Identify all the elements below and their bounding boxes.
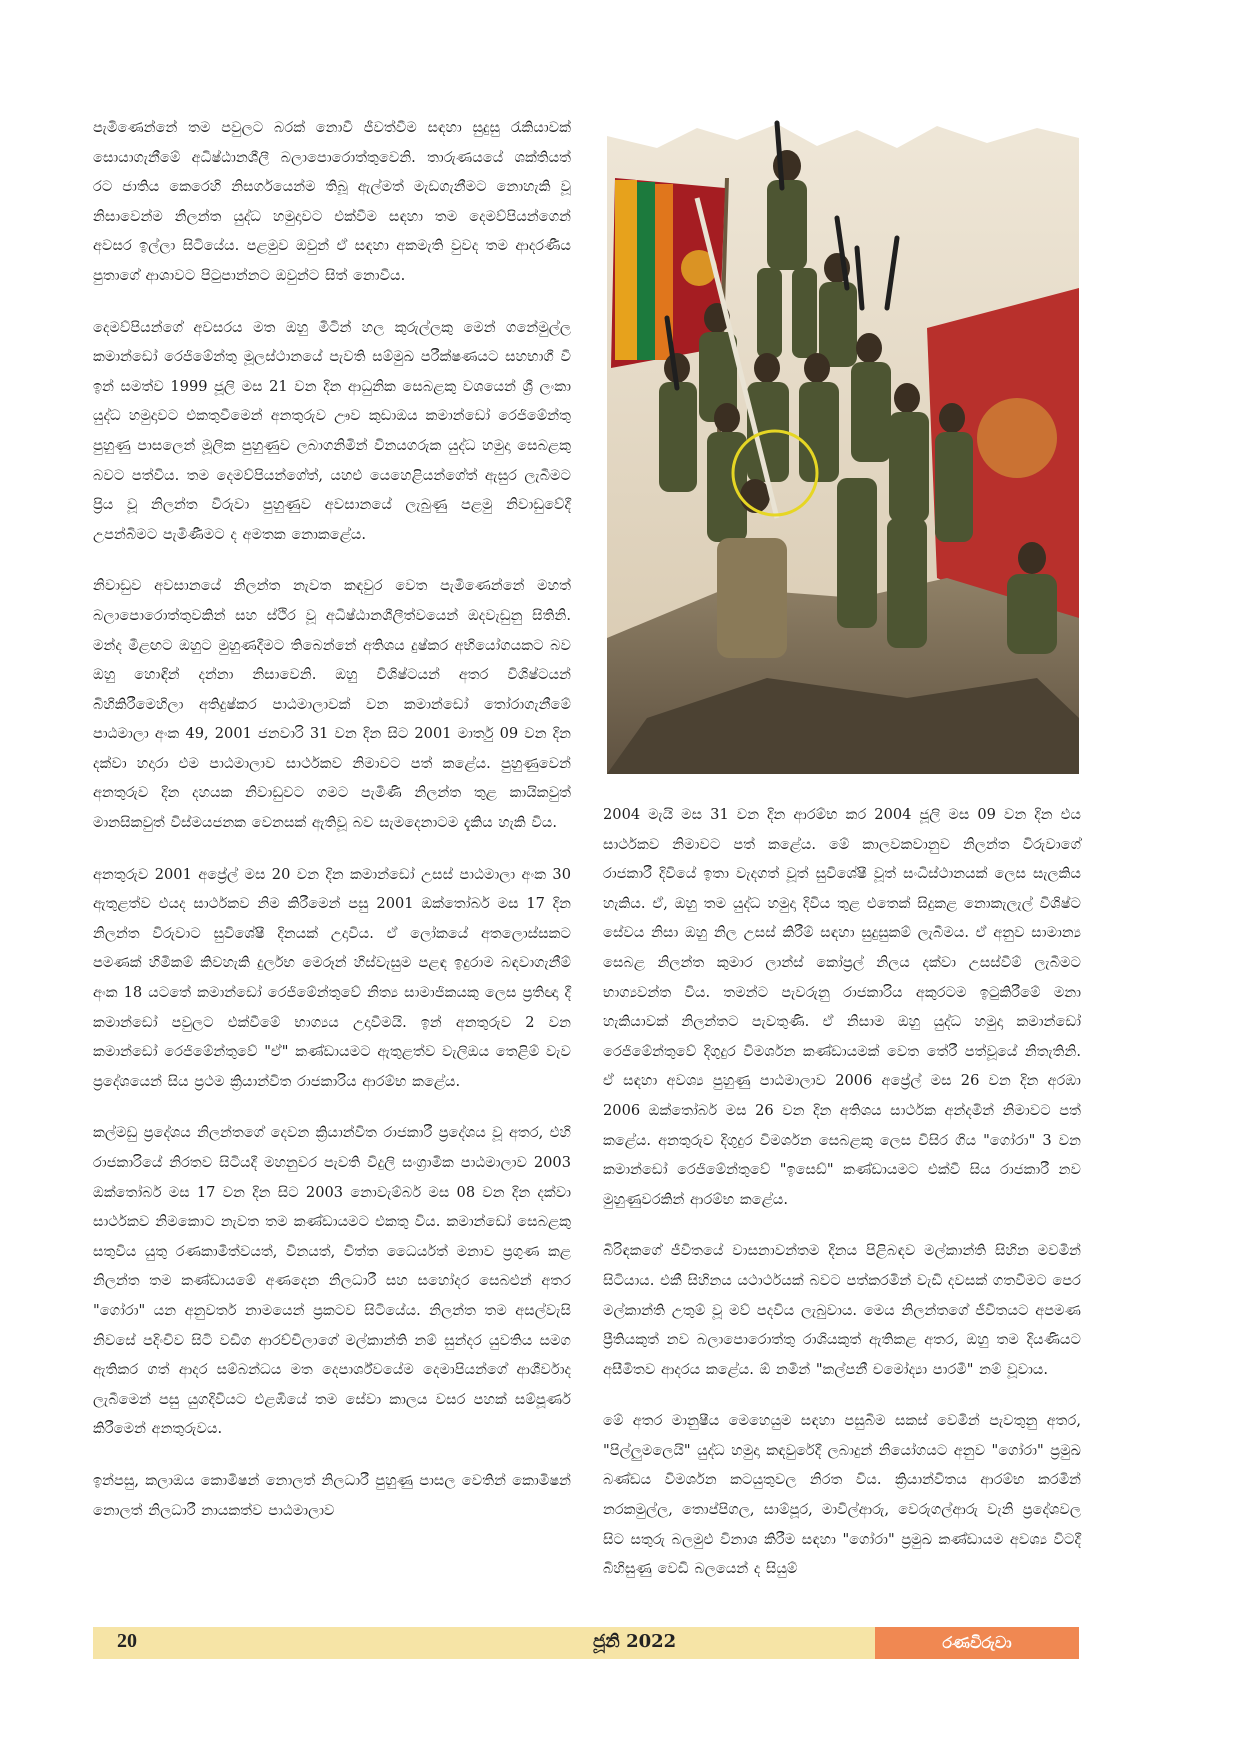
paragraph: නිවාඩුව අවසානයේ නිලන්ත නැවත කඳවුර වෙත පැමිණෙන්නේ මහත් බලාපොරොත්තුවකින් සහ ස්ථිර වූ අධිෂ්ඨානශීලීත්වයෙන් ඔදවැඩුනු සිතිනි. මන්ද මීළඟට ඔහුට මුහුණදීමට තිබෙන්නේ අතිශය දුෂ්කර අභියෝගයකට බව ඔහු හොඳින් දන්නා නිසාවෙනි. ඔහු විශිෂ්ටයන් අතර විශිෂ්ටයන් බිහිකිරීමෙහිලා අතිදුෂ්කර පාඨමාලාවක් වන කමාන්ඩෝ තෝරාගැනීමේ පාඨමාලා අංක 49, 2001 ජනවාරි 31 වන දින සිට 2001 මාර්තු 09 වන දින දක්වා හදාරා එම පාඨමාලාව සාර්ථකව නිමාවට පත් කළේය. පුහුණුවෙන් අනතුරුව දින දහයක නිවාඩුවට ගමට පැමිණි නිලන්ත තුළ කායිකවුත් මානසිකවුත් විස්මයජනක වෙනසක් ඇතිවූ බව සැමදෙනාටම දැකිය හැකි විය.	[93, 577, 571, 832]
paragraph: ඉන්පසු, කලාඔය කොමිෂන් නොලත් නිලධාරී පුහුණු පාසල වෙතින් කොමිෂන් නොලත් නිලධාරී නායකත්ව පාඨමාලාව	[93, 1471, 571, 1519]
paragraph: දෙමව්පියන්ගේ අවසරය මත ඔහු මිටින් හල කුරුල්ලකු මෙන් ගනේමුල්ල කමාන්ඩෝ රෙජිමේන්තු මූලස්ථානයේ පැවති සම්මුඛ පරීක්ෂණයට සහභාගී වී ඉන් සමත්ව 1999 ජූලි මස 21 වන දින ආධුනික සෙබළකු වශයෙන් ශ්‍රී ලංකා යුද්ධ හමුදාවට එකතුවීමෙන් අනතුරුව ඌව කුඩාඔය කමාන්ඩෝ රෙජිමේන්තු පුහුණු පාසලෙන් මූලික පුහුණුව ලබාගනිමින් විනයගරුක යුද්ධ හමුදා සෙබළකු බවට පත්විය. තම දෙමව්පියන්ගේත්, යහළු යෙහෙළියන්ගේත් ඇසුර ලැබීමට ප්‍රිය වූ නිලන්ත විරුවා පුහුණුව අවසානයේ ලැබුණු පළමු නිවාඩුවේදී උපන්බිමට පැමිණීමට ද අමතක නොකළේය.	[93, 318, 571, 543]
right-column	[603, 800, 1081, 1606]
page-number: 20	[117, 1630, 137, 1652]
paragraph: පැමිණෙන්නේ තම පවුලට බරක් නොවී ජීවත්වීම සඳහා සුදුසු රැකියාවක් සොයාගැනීමේ අධිෂ්ඨානශීලී බලාපොරොත්තුවෙනි. තාරුණයයේ ශක්තියත් රට ජාතිය කෙරෙහි නිසර්ගයෙන්ම තිබූ ඇල්මත් මැඩගැනීමට නොහැකි වූ නිසාවෙන්ම නිලන්ත යුද්ධ හමුදාවට එක්වීම සඳහා තම දෙමව්පියන්ගෙන් අවසර ඉල්ලා සිටියේය. පළමුව ඔවුන් ඒ සඳහා අකමැති වුවද තම ආදරණීය පුතාගේ ආශාවට පිටුපාන්නට ඔවුන්ට සිත් නොවීය.	[93, 119, 571, 284]
soldiers-photo	[607, 118, 1079, 774]
paragraph: මේ අතර මානුෂීය මෙහෙයුම සඳහා පසුබිම සකස් වෙමින් පැවතුනු අතර, "පිල්ලුමලෙයි" යුද්ධ හමුදා කඳවුරේදී ලබාදුන් නියෝගයට අනුව "ගෝරා" ප්‍රමුඛ බණ්ඩය විමර්ශන කටයුතුවල නිරත විය. ක්‍රියාන්විතය ආරම්භ කරමින් නරකමුල්ල, තොප්පිගල, සාම්පූර, මාවිල්ආරු, වෙරුගල්ආරු වැනි ප්‍රදේශවල සිට සතුරු බලමුළු විනාශ කිරීම සඳහා "ගෝරා" ප්‍රමුඛ කණ්ඩායම අවශ්‍ය විටදී බිහිසුණු වෙඩි බලයෙන් ද සියුම්	[603, 1412, 1081, 1578]
issue-date: ජූනි 2022	[593, 1631, 677, 1652]
paragraph: 2004 මැයි මස 31 වන දින ආරම්භ කර 2004 ජූලි මස 09 වන දින එය සාර්ථකව නිමාවට පත් කළේය. මේ කාලවකවානුව නිලන්ත විරුවාගේ රාජකාරී දිවියේ ඉතා වැදගත් වූත් සුවිශේෂී වූත් සංධිස්ථානයක් ලෙස සැලකිය හැකිය. ඒ, ඔහු තම යුද්ධ හමුදා දිවිය තුළ එතෙක් සිදුකළ නොකැලැල් විශිෂ්ට සේවය නිසා ඔහු නිල උසස් කිරීම් සඳහා සුදුසුකම් ලැබීමය. ඒ අනුව සාමාන්‍ය සෙබළ නිලන්ත කුමාර ලාන්ස් කෝප්‍රල් නිලය දක්වා උසස්වීම් ලැබීමට භාග්‍යවන්ත විය. තමන්ට පැවරුනු රාජකාරිය අකුරටම ඉටුකිරීමේ මනා හැකියාවක් නිලන්තට පැවතුණි. ඒ නිසාම ඔහු යුද්ධ හමුදා කමාන්ඩෝ රෙජිමේන්තුවේ දිගුදුර විමර්ශන කණ්ඩායමක් වෙත තේරී පත්වූයේ නිතැතිනි. ඒ සඳහා අවශ්‍ය පුහුණු පාඨමාලාව 2006 අප්‍රේල් මස 26 වන දින අරඹා 2006 ඔක්තෝබර් මස 26 වන දින අතිශය සාර්ථක අන්දමින් නිමාවට පත් කළේය. අනතුරුව දිගුදුර විමර්ශන සෙබළකු ලෙස විසිර ගිය "ගෝරා" 3 වන කමාන්ඩෝ රෙජිමේන්තුවේ "ඉසෙඩ්" කණ්ඩායමට එක්වී සිය රාජකාරී නව මුහුණුවරකින් ආරම්භ කළේය.	[603, 806, 1081, 1208]
magazine-name: රණවිරුවා	[875, 1627, 1079, 1659]
paragraph: බිරිඳකගේ ජීවිතයේ වාසනාවන්තම දිනය පිළිබඳව මල්කාන්ති සිහින මවමින් සිටියාය. එකී සිහිනය යථාර්ථයක් බවට පත්කරමින් වැඩි දවසක් ගතවීමට පෙර මල්කාන්ති උතුම් වූ මව් පදවිය ලැබුවාය. මෙය නිලන්තගේ ජීවිතයට අපමණ ප්‍රීතියකුත් නව බලාපොරොත්තු රාශියකුත් ඇතිකළ අතර, ඔහු තම දියණියට අසීමිතව ආදරය කළේය. ඕ නමින් "කල්පනී චමෝද්‍යා පාරමී" නම් වූවාය.	[603, 1242, 1081, 1378]
page-footer	[93, 1627, 1079, 1659]
left-column	[93, 113, 571, 1547]
paragraph: අනතුරුව 2001 අප්‍රේල් මස 20 වන දින කමාන්ඩෝ උසස් පාඨමාලා අංක 30 ඇතුළත්ව එයද සාර්ථකව නිම කිරීමෙන් පසු 2001 ඔක්තෝබර් මස 17 දින නිලන්ත විරුවාට සුවිශේෂී දිනයක් උදාවිය. ඒ ලෝකයේ අතලොස්සකට පමණක් හිමිකම් කිවහැකි දුර්ලභ මෙරූන් හිස්වැසුම පළඳ ඉදුරාම බඳවාගැනීම් අංක 18 යටතේ කමාන්ඩෝ රෙජිමේන්තුවේ නිත්‍ය සාමාජිකයකු ලෙස ප්‍රතිඥා දී කමාන්ඩෝ පවුලට එක්වීමේ භාග්‍යය උදාවීමයි. ඉන් අනතුරුව 2 වන කමාන්ඩෝ රෙජිමේන්තුවේ "ඒ" කණ්ඩායමට ඇතුළත්ව වැලිඔය තෙළිම් වැව ප්‍රදේශයෙන් සිය ප්‍රථම ක්‍රියාන්විත රාජකාරිය ආරම්භ කළේය.	[93, 865, 571, 1090]
paragraph: කල්මඩු ප්‍රදේශය නිලන්තගේ දෙවන ක්‍රියාන්විත රාජකාරී ප්‍රදේශය වූ අතර, එහි රාජකාරියේ නිරතව සිටියදී මහනුවර පැවති විදුලි සංග්‍රාමික පාඨමාලාව 2003 ඔක්තෝබර් මස 17 වන දින සිට 2003 නොවැම්බර් මස 08 වන දින දක්වා සාර්ථකව නිමකොට නැවත තම කණ්ඩායමට එකතු විය. කමාන්ඩෝ සෙබළකු සතුවිය යුතු රණකාමීත්වයත්, විනයත්, චිත්ත ධෛර්යත් මනාව ප්‍රගුණ කළ නිලන්ත තම කණ්ඩායමේ අණදෙන නිලධාරී සහ සහෝදර සෙබළුන් අතර "ගෝරා" යන අනුවර්ත නාමයෙන් ප්‍රකටව සිටියේය. නිලන්ත තම අසල්වැසි නිවසේ පදිංචිව සිටි වඩිග ආරච්චිලාගේ මල්කාන්ති නම් සුන්දර යුවතිය සමග ඇතිකර ගත් ආදර සම්බන්ධය මත දෙපාර්ශ්වයේම දෙමාපියන්ගේ ආශීර්වාද ලැබීමෙන් පසු යුගදිවියට එළඹියේ තම සේවා කාලය වසර පහක් සම්පූර්ණ කිරීමෙන් අනතුරුවය.	[93, 1124, 571, 1438]
